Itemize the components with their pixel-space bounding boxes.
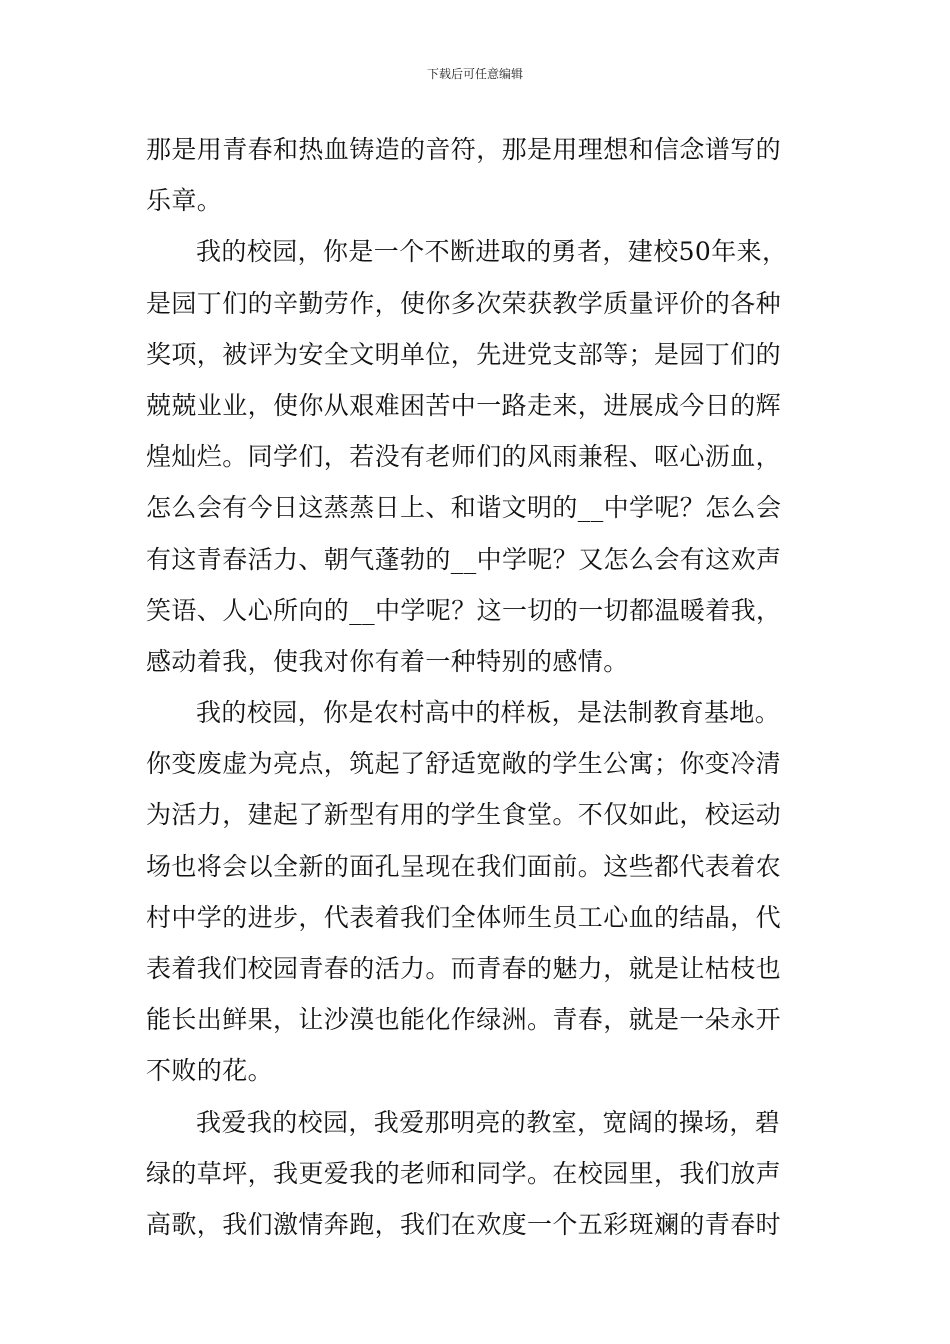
text-line: 奖项，被评为安全文明单位，先进党支部等；是园丁们的 (146, 339, 782, 369)
text-line: 煌灿烂。同学们，若没有老师们的风雨兼程、呕心沥血， (146, 442, 782, 472)
text-line: 高歌，我们激情奔跑，我们在欢度一个五彩斑斓的青春时 (146, 1209, 782, 1239)
text-line: 表着我们校园青春的活力。而青春的魅力，就是让枯枝也 (146, 954, 782, 983)
paragraph-first-line: 我爱我的校园，我爱那明亮的教室，宽阔的操场，碧 (196, 1107, 781, 1137)
text-line: 怎么会有今日这蒸蒸日上、和谐文明的__中学呢？怎么会 (146, 493, 782, 523)
text-line: 是园丁们的辛勤劳作，使你多次荣获教学质量评价的各种 (146, 288, 782, 318)
document-body (146, 124, 806, 1250)
text-line: 你变废虚为亮点，筑起了舒适宽敞的学生公寓；你变冷清 (146, 749, 782, 779)
paragraph-first-line: 我的校园，你是农村高中的样板，是法制教育基地。 (196, 698, 781, 728)
text-line: 场也将会以全新的面孔呈现在我们面前。这些都代表着农 (146, 851, 782, 881)
text-line: 能长出鲜果，让沙漠也能化作绿洲。青春，就是一朵永开 (146, 1005, 782, 1035)
text-line: 村中学的进步，代表着我们全体师生员工心血的结晶，代 (146, 902, 782, 932)
text-line: 为活力，建起了新型有用的学生食堂。不仅如此，校运动 (146, 800, 782, 830)
page-header-note: 下载后可任意编辑 (426, 67, 523, 81)
text-line: 笑语、人心所向的__中学呢？这一切的一切都温暖着我， (146, 595, 782, 625)
text-line: 那是用青春和热血铸造的音符，那是用理想和信念谱写的 (146, 135, 782, 164)
text-line: 感动着我，使我对你有着一种特别的感情。 (146, 646, 629, 676)
text-line: 不败的花。 (146, 1056, 274, 1086)
text-line: 有这青春活力、朝气蓬勃的__中学呢？又怎么会有这欢声 (146, 544, 782, 574)
text-line: 乐章。 (146, 186, 223, 216)
paragraph-first-line: 我的校园，你是一个不断进取的勇者，建校50年来， (196, 237, 788, 267)
text-line: 兢兢业业，使你从艰难困苦中一路走来，进展成今日的辉 (146, 390, 782, 420)
text-line: 绿的草坪，我更爱我的老师和同学。在校园里，我们放声 (146, 1158, 782, 1188)
